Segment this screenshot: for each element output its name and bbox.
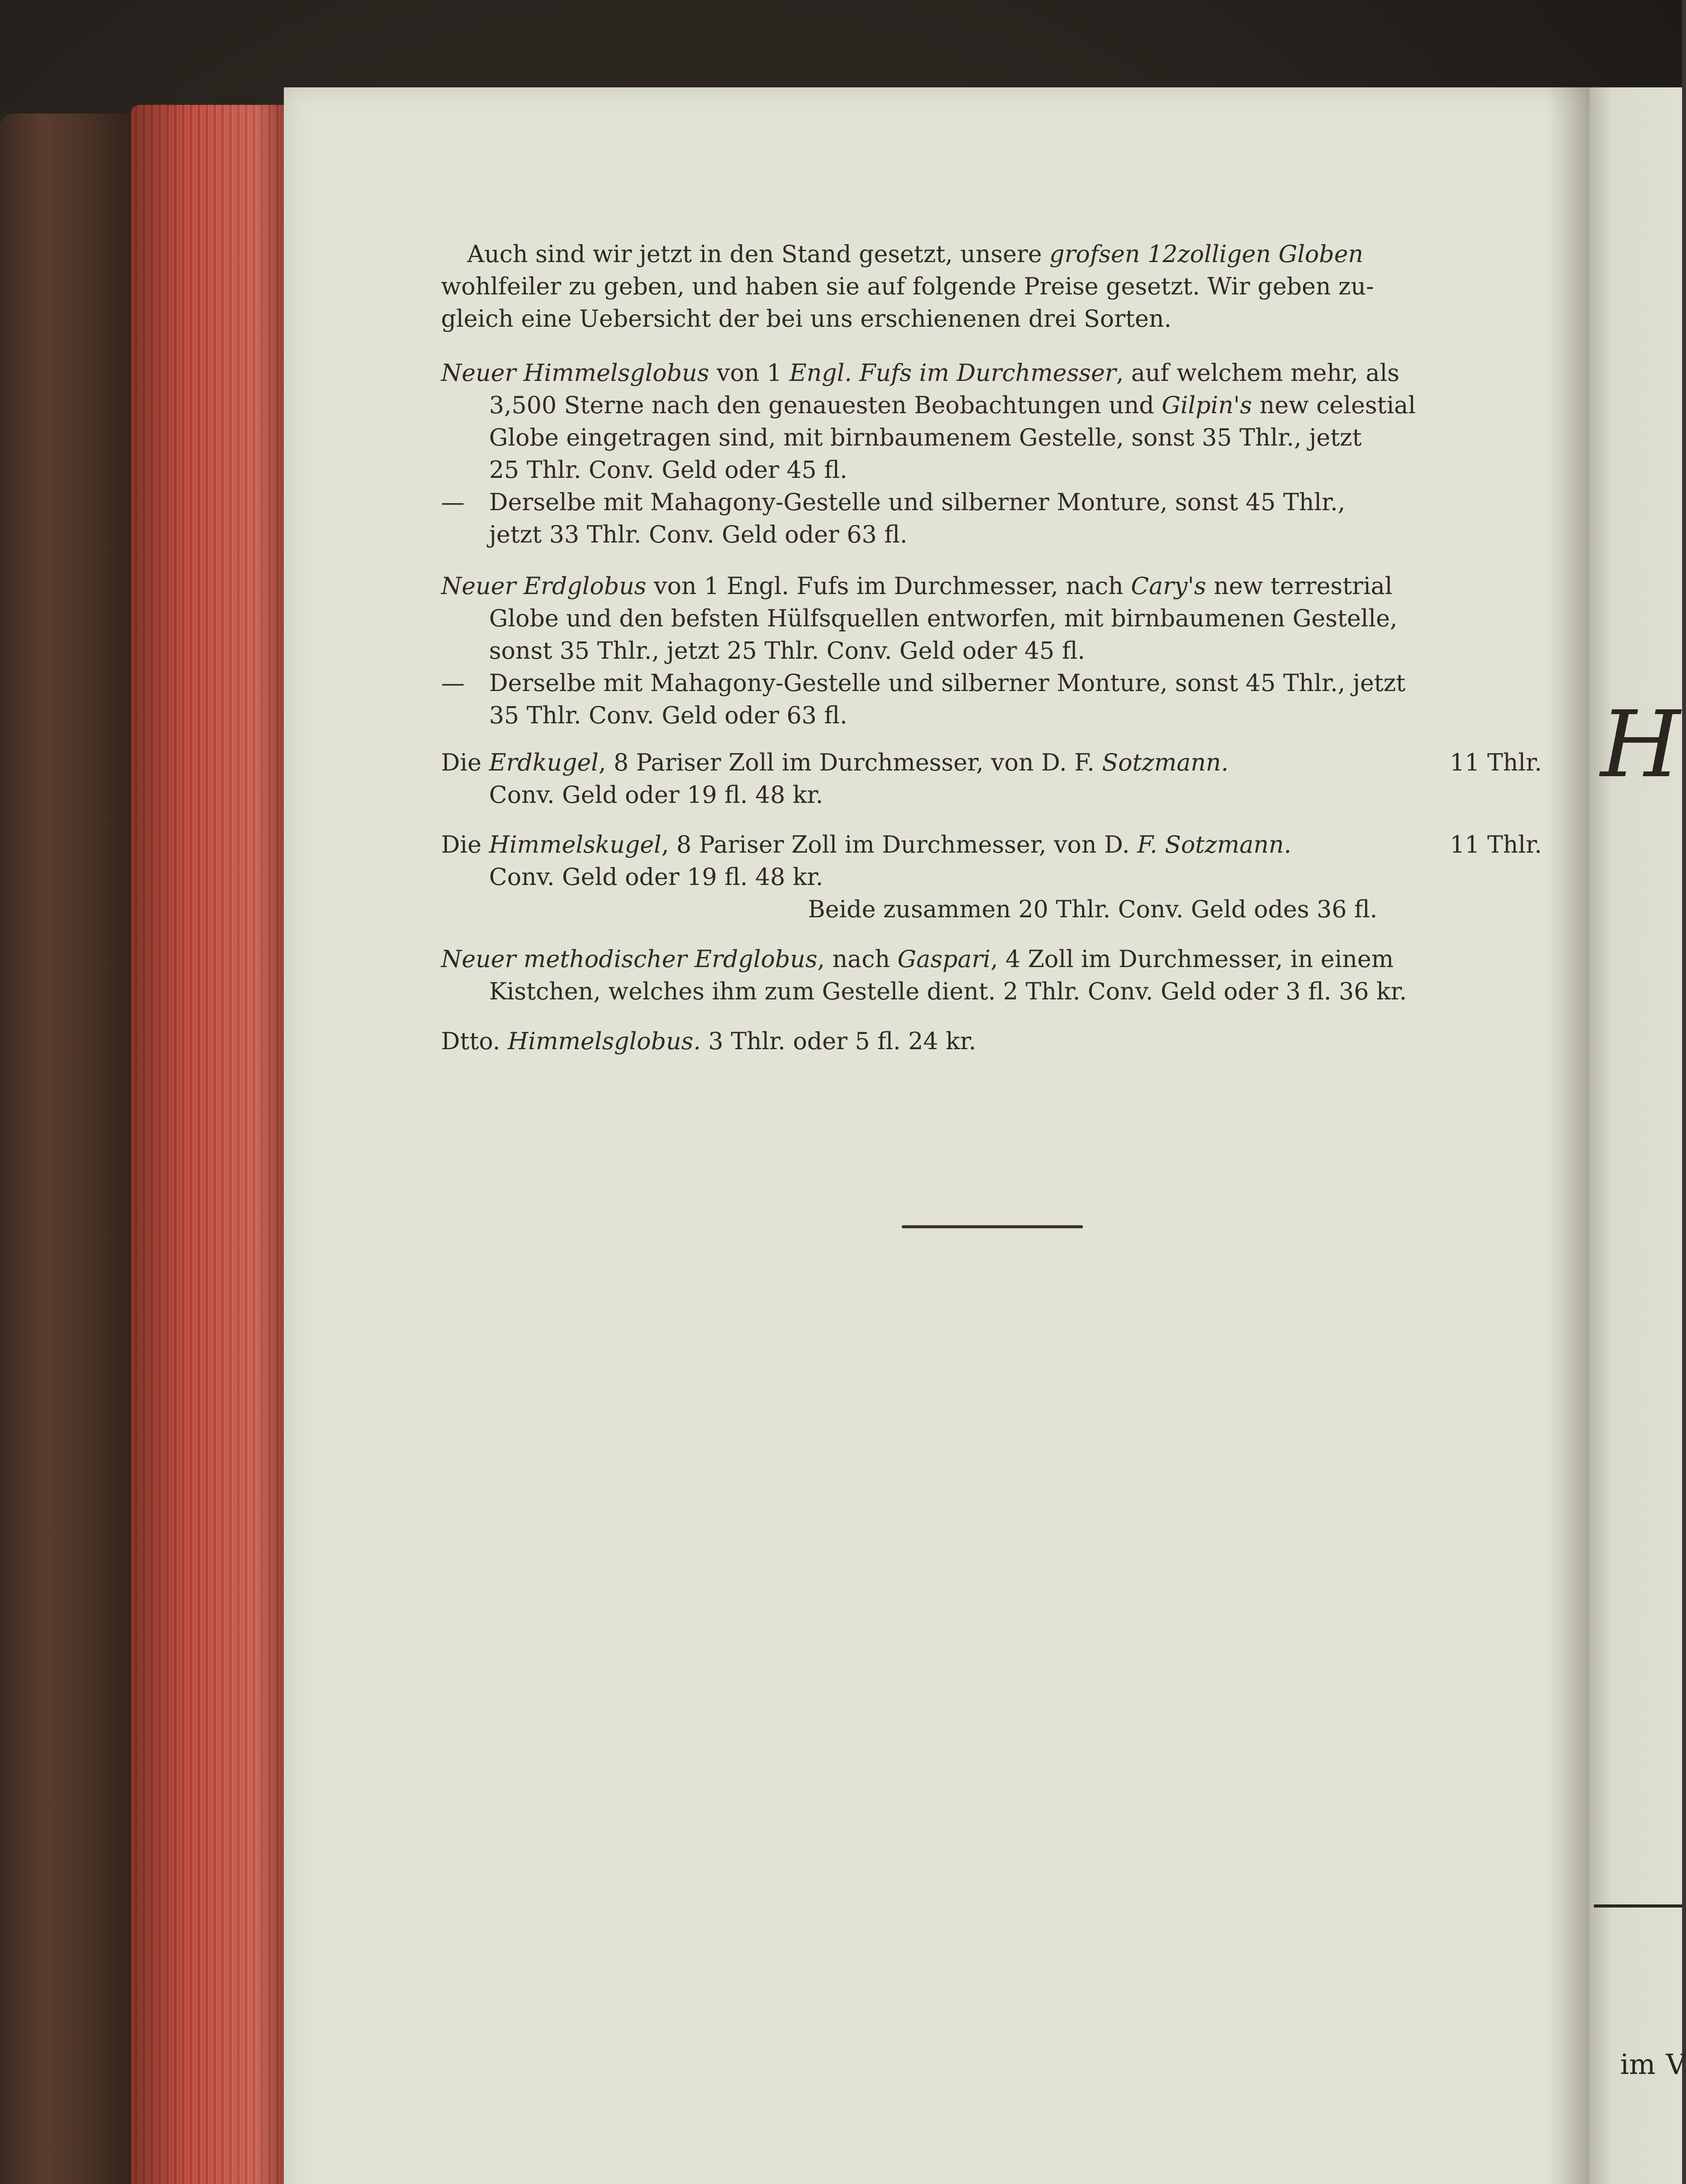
text-span: Neuer Erdglobus bbox=[441, 572, 647, 600]
listing-entry bbox=[441, 746, 1228, 779]
listing-line: Conv. Geld oder 19 fl. 48 kr. bbox=[489, 863, 824, 891]
listing-entry bbox=[441, 357, 1400, 389]
listing-line: Derselbe mit Mahagony-Gestelle und silberner Monture, sonst 45 Thlr., jetzt bbox=[489, 669, 1406, 697]
text-span: Sotzmann. bbox=[1102, 749, 1229, 776]
text-span: Neuer methodischer Erdglobus bbox=[441, 945, 817, 973]
listing-line: sonst 35 Thlr., jetzt 25 Thlr. Conv. Geld oder 45 fl. bbox=[489, 637, 1085, 664]
text-span: Engl. Fufs im Durchmesser bbox=[789, 359, 1117, 387]
text-span: Die bbox=[441, 831, 489, 858]
listing-line: Kistchen, welches ihm zum Gestelle dient. 2 Thlr. Conv. Geld oder 3 fl. 36 kr. bbox=[489, 978, 1407, 1005]
listing-line: 35 Thlr. Conv. Geld oder 63 fl. bbox=[489, 702, 848, 729]
listing-entry bbox=[441, 570, 1393, 602]
listing-line: Derselbe mit Mahagony-Gestelle und silberner Monture, sonst 45 Thlr., bbox=[489, 488, 1345, 516]
text-span: new celestial bbox=[1252, 391, 1416, 419]
next-page-rule bbox=[1594, 1904, 1682, 1908]
text-span: Auch sind wir jetzt in den Stand gesetzt, unsere bbox=[467, 240, 1050, 268]
book-cover bbox=[0, 114, 144, 2184]
text-span: von 1 Engl. Fufs im Durchmesser, nach bbox=[646, 572, 1131, 600]
text-span: 3,500 Sterne nach den genauesten Beobachtungen und bbox=[489, 391, 1162, 419]
intro-line: wohlfeiler zu geben, und haben sie auf folgende Preise gesetzt. Wir geben zu- bbox=[441, 273, 1374, 300]
text-span: Himmelsglobus. bbox=[507, 1027, 701, 1055]
listing-line: Conv. Geld oder 19 fl. 48 kr. bbox=[489, 781, 824, 809]
text-span: von 1 bbox=[709, 359, 790, 387]
text-span: Gaspari bbox=[897, 945, 991, 973]
text-span: Dtto. bbox=[441, 1027, 508, 1055]
text-span: Gilpin's bbox=[1162, 391, 1252, 419]
text-span: Neuer Himmelsglobus bbox=[441, 359, 710, 387]
text-span: , 8 Pariser Zoll im Durchmesser, von D. bbox=[661, 831, 1138, 858]
text-span: Cary's bbox=[1131, 572, 1207, 600]
next-page-word: V bbox=[1666, 2049, 1686, 2081]
text-span: , nach bbox=[817, 945, 898, 973]
listing-entry bbox=[441, 943, 1393, 975]
intro-line: gleich eine Uebersicht der bei uns erschienenen drei Sorten. bbox=[441, 305, 1172, 332]
text-span: , auf welchem mehr, als bbox=[1116, 359, 1400, 387]
text-span: F. Sotzmann. bbox=[1137, 831, 1292, 858]
text-span: , 4 Zoll im Durchmesser, in einem bbox=[990, 945, 1394, 973]
listing-line: jetzt 33 Thlr. Conv. Geld oder 63 fl. bbox=[489, 521, 908, 548]
next-page-word: im bbox=[1620, 2049, 1656, 2081]
dash-mark: — bbox=[441, 488, 465, 516]
dash-mark: — bbox=[441, 669, 465, 697]
text-span: grofsen 12zolligen Globen bbox=[1049, 240, 1363, 268]
text-span: Die bbox=[441, 749, 489, 776]
price: 11 Thlr. bbox=[1450, 749, 1542, 776]
text-span: new terrestrial bbox=[1206, 572, 1393, 600]
intro-line bbox=[467, 238, 1363, 270]
text-span: Erdkugel bbox=[489, 749, 599, 776]
next-page-sliver bbox=[1589, 87, 1682, 2184]
text-span: Himmelskugel bbox=[489, 831, 662, 858]
price: 11 Thlr. bbox=[1450, 831, 1542, 858]
listing-line: 25 Thlr. Conv. Geld oder 45 fl. bbox=[489, 456, 848, 484]
text-span: , 8 Pariser Zoll im Durchmesser, von D. F. bbox=[598, 749, 1102, 776]
section-rule bbox=[902, 1225, 1083, 1228]
listing-line: Globe eingetragen sind, mit birnbaumenem Gestelle, sonst 35 Thlr., jetzt bbox=[489, 424, 1362, 451]
listing-entry bbox=[441, 1025, 976, 1057]
listing-line bbox=[489, 389, 1416, 422]
listing-line: Globe und den befsten Hülfsquellen entworfen, mit birnbaumenen Gestelle, bbox=[489, 605, 1398, 632]
text-span: 3 Thlr. oder 5 fl. 24 kr. bbox=[700, 1027, 976, 1055]
listing-line: Beide zusammen 20 Thlr. Conv. Geld odes 36 fl. bbox=[808, 895, 1378, 923]
next-page-heading: H bbox=[1600, 691, 1681, 798]
listing-entry bbox=[441, 829, 1291, 861]
page-edges-shade bbox=[131, 105, 288, 2184]
